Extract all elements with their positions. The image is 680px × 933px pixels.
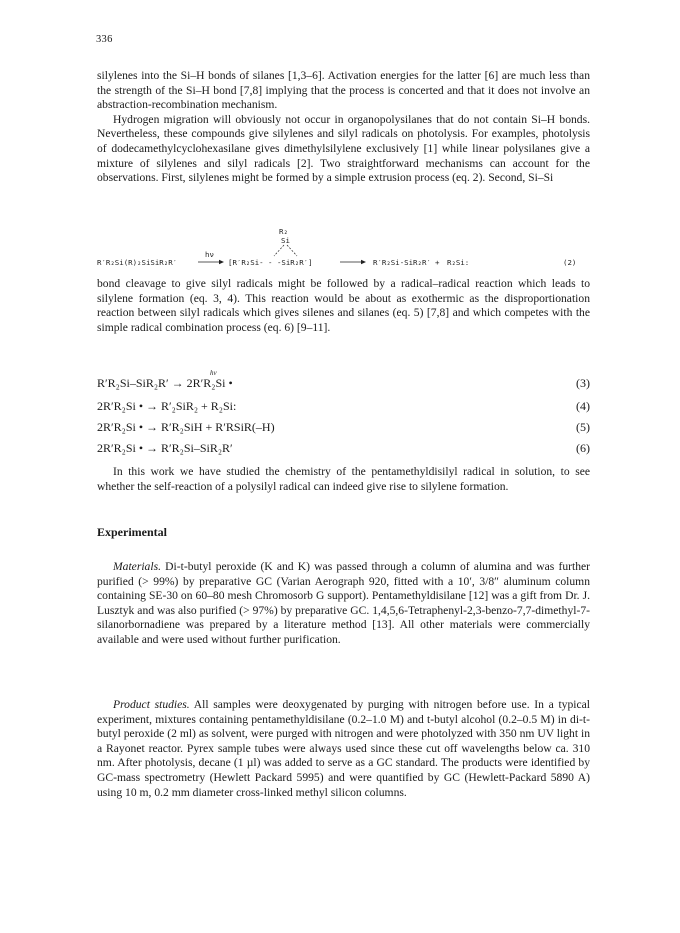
materials-paragraph — [97, 560, 590, 648]
equation-4 — [97, 399, 590, 415]
bridge-bond-right — [287, 245, 297, 256]
materials-text-wrap — [97, 560, 590, 648]
scheme-arrowhead-2 — [361, 260, 366, 264]
equation-5-number: (5) — [576, 420, 590, 434]
scheme-number: (2) — [563, 258, 577, 267]
product-studies-paragraph — [97, 698, 590, 800]
scheme-product-disilane: R′R₂Si-SiR₂R′ — [373, 258, 431, 267]
equation-3-text: R′R₂Si–SiR₂R′ → 2R′R₂Si • — [97, 376, 233, 390]
equation-3-hv-label: hν — [210, 369, 217, 377]
paragraph-1-text: silylenes into the Si–H bonds of silanes [1,3–6]. Activation energies for the latter [6] are much less than the strength of the Si–H bond [7,8] implying that the process is concerted and that it does not involve an abstraction-recombination mechanism. — [97, 69, 590, 112]
equation-3 — [97, 369, 590, 392]
paragraph-3-text: bond cleavage to give silyl radicals might be followed by a radical–radical reaction which leads to silylene formation (eq. 3, 4). This reaction would be about as exothermic as the disproportionation reaction between silyl radicals which gives silenes and silanes (eq. 5) [7,8] and which competes with the simple radical combination process (eq. 6) [9–11]. — [97, 277, 590, 334]
section-heading-experimental: Experimental — [97, 525, 167, 539]
scheme-plus: + — [435, 258, 440, 267]
equation-6-number: (6) — [576, 441, 590, 455]
bridge-bond-left — [274, 245, 284, 256]
equation-4-text: 2R′R₂Si • → R′₂SiR₂ + R₂Si: — [97, 399, 237, 413]
product-studies-text-wrap — [97, 698, 590, 800]
bridge-substituent: R₂ — [279, 227, 288, 236]
paragraph-4 — [97, 465, 590, 494]
page-number: 336 — [96, 34, 113, 45]
paragraph-2-text: Hydrogen migration will obviously not occur in organopolysilanes that do not contain Si–H bonds. Nevertheless, these compounds give silylenes and silyl radicals on photolysis. For examples, photolysis of dodecamethylcyclohexasilane gives dimethylsilylene exclusively [1] while linear polysilanes give a mixture of silylenes and silyl radicals [2]. Two straightforward mechanisms can account for the observations. First, silylenes might be formed by a simple extrusion process (eq. 2). Second, Si–Si — [97, 112, 590, 185]
scheme-arrowhead-1 — [219, 260, 224, 264]
product-studies-text: All samples were deoxygenated by purging with nitrogen before use. In a typical experiment, mixtures containing pentamethyldisilane (0.2–1.0 M) and t-butyl alcohol (0.2–0.5 M) in di-t-butyl peroxide (2 ml) as solvent, were purged with nitrogen and were photolyzed with 350 nm UV light in a Rayonet reactor. Pyrex sample tubes were always used since these cut off wavelengths below ca. 310 nm. After photolysis, decane (1 µl) was added to serve as a GC standard. The products were identified by GC-mass spectrometry (Hewlett Packard 5995) and were quantified by GC (Hewlett-Packard 5890 A) using 10 m, 0.2 mm diameter cross-linked methyl silicon columns. — [97, 698, 590, 799]
scheme-hv-label: hν — [205, 250, 214, 259]
equation-6 — [97, 441, 590, 457]
product-studies-run-in-heading: Product studies. — [113, 698, 190, 711]
equation-3-number: (3) — [576, 376, 590, 390]
materials-text: Di-t-butyl peroxide (K and K) was passed through a column of alumina and was further purified (> 99%) by preparative GC (Varian Aerograph 920, fitted with a 10′, 3/8″ aluminum column containing SE-30 on 60–80 mesh Chromosorb G support). Pentamethyldisilane [12] was a gift from Dr. J. Lusztyk and was also purified (> 97%) by preparative GC. 1,4,5,6-Tetraphenyl-2,3-benzo-7,7-dimethyl-7-silanorbornadiene was prepared by a literature method [13]. All other materials were commercially available and were used without further purification. — [97, 560, 590, 646]
equation-4-number: (4) — [576, 399, 590, 413]
reaction-scheme-2 — [97, 227, 590, 273]
bridge-silicon: Si — [281, 236, 290, 245]
paragraph-3 — [97, 277, 590, 335]
equation-5-text: 2R′R₂Si • → R′R₂SiH + R′RSiR(–H) — [97, 420, 275, 434]
scheme-arrows — [97, 237, 590, 273]
scheme-product-silylene: R₂Si: — [447, 258, 470, 267]
materials-run-in-heading: Materials. — [113, 560, 161, 573]
equation-6-text: 2R′R₂Si • → R′R₂Si–SiR₂R′ — [97, 441, 233, 455]
paragraph-continued — [97, 69, 590, 186]
scheme-reactant: R′R₂Si(R)₂SiSiR₂R′ — [97, 258, 178, 267]
paragraph-4-text: In this work we have studied the chemistry of the pentamethyldisilyl radical in solution, to see whether the self-reaction of a polysilyl radical can indeed give rise to silylene formation. — [97, 465, 590, 493]
equation-5 — [97, 420, 590, 436]
scheme-transition-state: [R′R₂Si- - -SiR₂R′] — [228, 258, 313, 267]
